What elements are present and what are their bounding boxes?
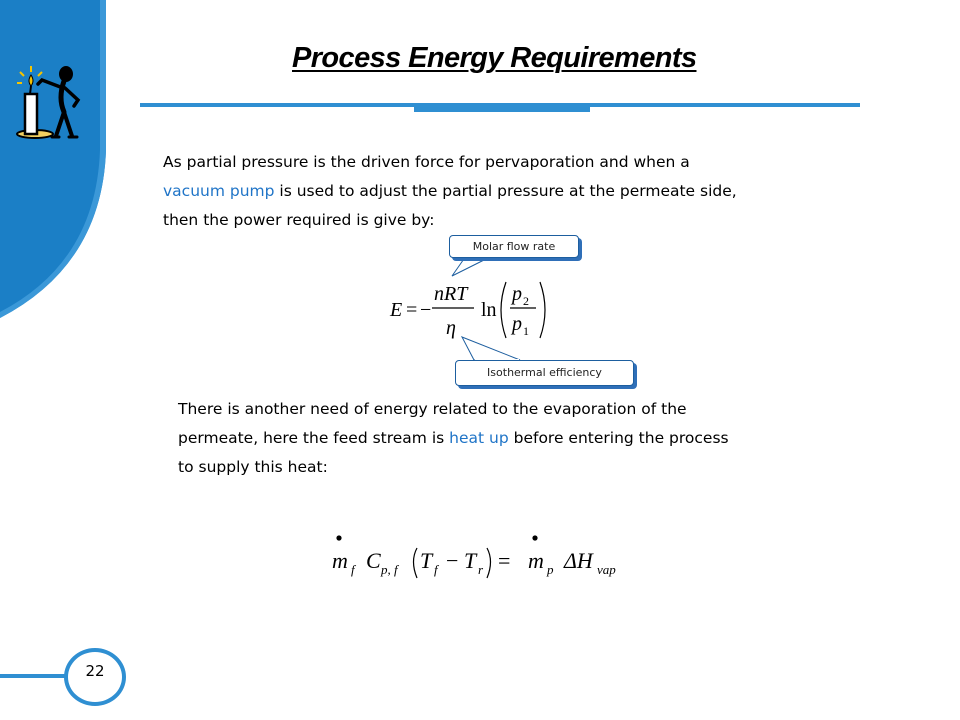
eq1-p2: p: [512, 283, 522, 305]
eq2-delta-H: ΔH: [564, 548, 593, 573]
intro-line-2: [163, 177, 843, 206]
eq2-C: C: [366, 548, 381, 573]
eq1-lhs: E: [390, 299, 403, 321]
eq1-ln: ln: [481, 299, 497, 321]
heat-line-3: to supply this heat:: [178, 458, 328, 476]
vacuum-pump-highlight: vacuum pump: [163, 182, 275, 200]
page-number: 22: [85, 662, 105, 680]
eq1-p1: p: [512, 313, 522, 335]
heat-line-2-before: permeate, here the feed stream is: [178, 429, 450, 447]
sidebar-band: [0, 0, 110, 320]
eq2-T-r: T: [464, 548, 477, 573]
heat-line-2-after: before entering the process: [508, 429, 729, 447]
eq1-minus: −: [420, 299, 432, 321]
molar-flow-rate-callout: Molar flow rate: [449, 235, 579, 258]
title-divider-accent: [414, 103, 590, 112]
heat-up-highlight: heat up: [449, 429, 509, 447]
eq2-sub-r: r: [478, 562, 484, 577]
eq2-T-f: T: [420, 548, 433, 573]
eq1-equals: =: [406, 299, 418, 321]
eq1-numerator: nRT: [434, 283, 468, 305]
heat-line-1: There is another need of energy related to the evaporation of the: [178, 400, 687, 418]
candle-figure-logo: [8, 56, 92, 146]
page-number-line: [0, 674, 66, 678]
power-equation: [384, 278, 564, 344]
intro-paragraph: [163, 148, 843, 235]
isothermal-efficiency-callout: Isothermal efficiency: [455, 360, 634, 386]
eq2-sub-p: p: [547, 562, 554, 577]
eq2-sub-pf: p, f: [381, 562, 398, 577]
intro-line-3: then the power required is give by:: [163, 211, 435, 229]
eq1-sub-2: 2: [523, 294, 529, 308]
eq2-sub-f: f: [351, 562, 355, 577]
heat-line-2: [178, 424, 858, 453]
eq2-equals: =: [498, 548, 511, 573]
intro-line-2-rest: is used to adjust the partial pressure at the permeate side,: [274, 182, 737, 200]
eq2-sub-Tf: f: [434, 562, 438, 577]
intro-line-1: As partial pressure is the driven force for pervaporation and when a: [163, 153, 690, 171]
eq1-sub-1: 1: [523, 324, 529, 338]
slide-title: Process Energy Requirements: [292, 42, 697, 74]
eq2-m-p: m: [528, 548, 544, 573]
heat-paragraph: [178, 395, 858, 482]
eq2-m-f: m: [332, 548, 348, 573]
eq2-minus: −: [446, 548, 459, 573]
eq1-denominator: η: [446, 317, 456, 339]
eq2-sub-vap: vap: [597, 562, 616, 577]
heat-balance-equation: [326, 528, 636, 584]
